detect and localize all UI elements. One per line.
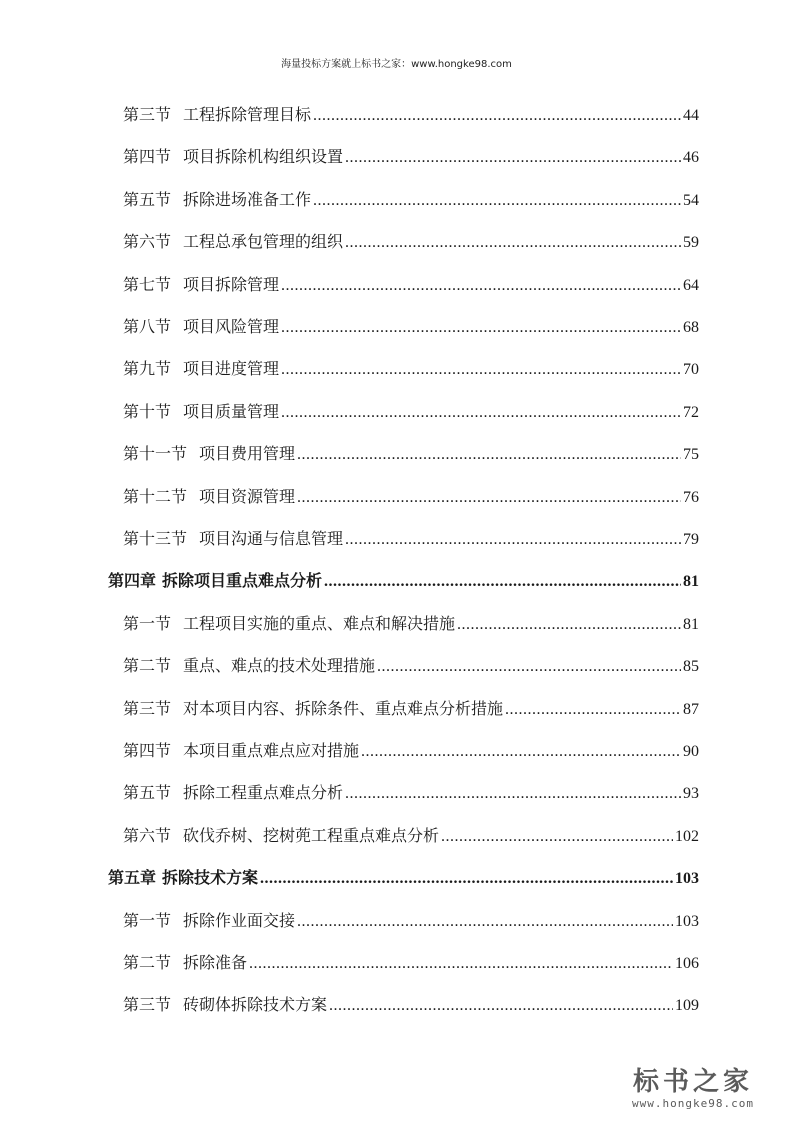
toc-section-entry[interactable]	[123, 227, 699, 257]
toc-entry-number: 第一节	[123, 910, 172, 930]
toc-entry-number: 第四节	[123, 741, 172, 760]
toc-entry-number: 第十二节	[123, 486, 188, 506]
toc-entry-number: 第八节	[123, 317, 172, 336]
toc-dot-leader	[313, 101, 681, 131]
toc-entry-title: 拆除项目重点难点分析	[162, 571, 323, 591]
toc-dot-leader	[297, 483, 681, 513]
logo-title: 标书之家	[632, 1067, 753, 1097]
toc-entry-number: 第五节	[123, 189, 172, 209]
toc-entry-number: 第一节	[123, 613, 172, 633]
toc-section-entry[interactable]	[123, 524, 699, 554]
toc-dot-leader	[457, 610, 681, 640]
toc-section-entry[interactable]	[123, 906, 699, 936]
toc-dot-leader	[297, 907, 673, 937]
toc-dot-leader	[441, 822, 673, 852]
toc-entry-number: 第四节	[123, 147, 172, 167]
toc-entry-number: 第四章	[108, 571, 157, 591]
toc-section-entry[interactable]	[123, 270, 699, 300]
logo-url: www.hongke98.com	[632, 1097, 754, 1110]
toc-page-number: 106	[675, 955, 699, 972]
toc-entry-title: 项目拆除管理	[183, 274, 280, 294]
toc-entry-title: 拆除作业面交接	[183, 910, 296, 930]
toc-entry-number: 第七节	[123, 274, 172, 294]
toc-section-entry[interactable]	[123, 609, 699, 639]
toc-dot-leader	[297, 440, 681, 470]
toc-dot-leader	[281, 398, 681, 428]
toc-entry-title: 砖砌体拆除技术方案	[183, 995, 328, 1015]
toc-page-number: 87	[683, 700, 699, 718]
toc-entry-title: 工程拆除管理目标	[183, 105, 312, 124]
toc-section-entry[interactable]	[123, 312, 699, 342]
toc-entry-number: 第三节	[123, 105, 172, 124]
toc-entry-number: 第二节	[123, 953, 172, 972]
toc-entry-title: 重点、难点的技术处理措施	[183, 656, 376, 676]
toc-section-entry[interactable]	[123, 354, 699, 384]
toc-entry-title: 项目质量管理	[183, 401, 280, 421]
toc-dot-leader	[345, 525, 681, 555]
toc-entry-number: 第六节	[123, 232, 172, 252]
toc-entry-title: 项目进度管理	[183, 359, 280, 379]
toc-page-number: 81	[683, 573, 699, 591]
toc-chapter-entry[interactable]	[108, 863, 699, 893]
toc-entry-title: 本项目重点难点应对措施	[183, 741, 360, 760]
toc-page-number: 54	[683, 191, 699, 209]
toc-dot-leader	[260, 864, 673, 894]
toc-page-number: 102	[675, 827, 699, 845]
toc-entry-number: 第三节	[123, 995, 172, 1015]
toc-entry-title: 项目风险管理	[183, 317, 280, 336]
toc-section-entry[interactable]	[123, 694, 699, 724]
toc-section-entry[interactable]	[123, 821, 699, 851]
toc-section-entry[interactable]	[123, 482, 699, 512]
toc-entry-title: 工程项目实施的重点、难点和解决措施	[183, 613, 456, 633]
toc-entry-title: 拆除技术方案	[162, 868, 259, 888]
toc-entry-title: 砍伐乔树、挖树蔸工程重点难点分析	[183, 825, 440, 845]
toc-page-number: 46	[683, 149, 699, 167]
toc-section-entry[interactable]	[123, 736, 699, 766]
toc-entry-number: 第五章	[108, 868, 157, 888]
toc-section-entry[interactable]	[123, 142, 699, 172]
toc-dot-leader	[281, 271, 681, 301]
toc-entry-title: 对本项目内容、拆除条件、重点难点分析措施	[183, 698, 504, 718]
toc-page-number: 85	[683, 658, 699, 676]
toc-page-number: 109	[675, 997, 699, 1015]
toc-section-entry[interactable]	[123, 185, 699, 215]
toc-page-number: 75	[683, 446, 699, 464]
toc-page-number: 64	[683, 276, 699, 294]
toc-entry-title: 拆除工程重点难点分析	[183, 783, 344, 803]
toc-section-entry[interactable]	[123, 651, 699, 681]
page-header: 海量投标方案就上标书之家：www.hongke98.com	[281, 59, 512, 70]
toc-section-entry[interactable]	[123, 439, 699, 469]
toc-dot-leader	[345, 779, 681, 809]
toc-entry-title: 拆除进场准备工作	[183, 189, 312, 209]
toc-entry-number: 第十三节	[123, 529, 188, 548]
toc-dot-leader	[361, 737, 681, 767]
toc-page-number: 70	[683, 361, 699, 379]
toc-page-number: 76	[683, 488, 699, 506]
toc-entry-title: 工程总承包管理的组织	[183, 232, 344, 252]
toc-page-number: 93	[683, 785, 699, 803]
toc-page-number: 103	[675, 912, 699, 930]
toc-dot-leader	[505, 695, 681, 725]
toc-page-number: 90	[683, 743, 699, 760]
brand-logo	[613, 1067, 773, 1110]
toc-dot-leader	[377, 652, 681, 682]
toc-page-number: 44	[683, 107, 699, 124]
toc-dot-leader	[281, 313, 681, 343]
toc-entry-title: 项目费用管理	[199, 444, 296, 464]
toc-entry-title: 项目拆除机构组织设置	[183, 147, 344, 167]
toc-dot-leader	[345, 143, 681, 173]
toc-entry-number: 第十一节	[123, 444, 188, 464]
toc-entry-number: 第九节	[123, 359, 172, 379]
toc-dot-leader	[313, 186, 681, 216]
toc-page-number: 59	[683, 234, 699, 252]
toc-dot-leader	[345, 228, 681, 258]
toc-chapter-entry[interactable]	[108, 566, 699, 596]
toc-dot-leader	[329, 991, 673, 1021]
toc-section-entry[interactable]	[123, 948, 699, 978]
toc-dot-leader	[281, 355, 681, 385]
toc-entry-number: 第十节	[123, 401, 172, 421]
toc-entry-number: 第二节	[123, 656, 172, 676]
toc-dot-leader	[249, 949, 673, 979]
toc-dot-leader	[324, 567, 681, 597]
toc-page-number: 72	[683, 403, 699, 421]
toc-entry-title: 项目沟通与信息管理	[199, 529, 344, 548]
toc-section-entry[interactable]	[123, 778, 699, 808]
toc-entry-number: 第六节	[123, 825, 172, 845]
toc-page-number: 103	[675, 870, 699, 888]
toc-page-number: 81	[683, 615, 699, 633]
toc-page-number: 79	[683, 531, 699, 548]
toc-entry-title: 拆除准备	[183, 953, 248, 972]
toc-entry-number: 第五节	[123, 783, 172, 803]
toc-entry-title: 项目资源管理	[199, 486, 296, 506]
toc-section-entry[interactable]	[123, 100, 699, 130]
toc-page-number: 68	[683, 319, 699, 336]
toc-section-entry[interactable]	[123, 990, 699, 1020]
toc-section-entry[interactable]	[123, 397, 699, 427]
toc-entry-number: 第三节	[123, 698, 172, 718]
